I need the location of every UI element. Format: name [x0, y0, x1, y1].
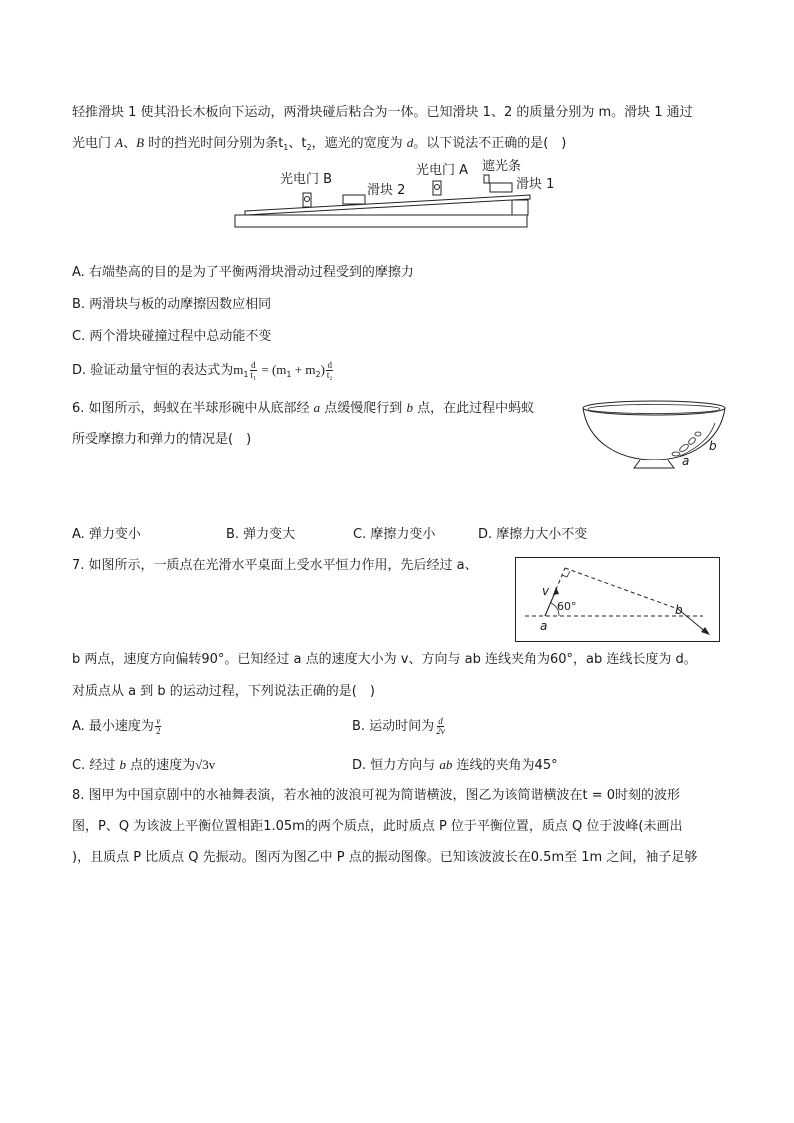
- q5-option-a: A. 右端垫高的目的是为了平衡两滑块滑动过程受到的摩擦力: [72, 265, 414, 280]
- q7-line3: 对质点从 a 到 b 的运动过程，下列说法正确的是( ): [72, 684, 375, 699]
- gate-a-label: 光电门 A: [416, 163, 469, 178]
- point-a-label: a: [682, 454, 690, 468]
- point-a-label: a: [540, 619, 548, 633]
- angle-60-label: 60°: [557, 600, 577, 613]
- q6-line2: 所受摩擦力和弹力的情况是( ): [72, 432, 252, 447]
- velocity-v-label: v: [542, 584, 550, 598]
- q7-option-c: C. 经过 b 点的速度为√3v: [72, 757, 216, 773]
- q6-line1: 6. 如图所示，蚂蚁在半球形碗中从底部经 a 点缓慢爬行到 b 点，在此过程中蚂蚁: [72, 400, 535, 416]
- q5-line1: 轻推滑块 1 使其沿长木板向下运动，两滑块碰后粘合为一体。已知滑块 1、2 的质量分别为 m。滑块 1 通过: [72, 105, 693, 120]
- slider-2-label: 滑块 2: [367, 183, 406, 198]
- q8-line2: 图，P、Q 为该波上平衡位置相距1.05m的两个质点，此时质点 P 位于平衡位置，质点 Q 位于波峰(未画出: [72, 819, 683, 834]
- q6-option-a: A. 弹力变小: [72, 527, 141, 542]
- gate-b-label: 光电门 B: [280, 172, 333, 187]
- q6-option-c: C. 摩擦力变小: [353, 527, 436, 542]
- q7-option-b: B. 运动时间为 $\frac{d}{2v}$: [352, 716, 445, 736]
- q5-option-b: B. 两滑块与板的动摩擦因数应相同: [72, 297, 272, 312]
- q8-line1: 8. 图甲为中国京剧中的水袖舞表演，若水袖的波浪可视为简谐横波，图乙为该简谐横波在t = 0时刻的波形: [72, 788, 681, 803]
- q7-line2: b 两点，速度方向偏转90°。已知经过 a 点的速度大小为 v、方向与 ab 连线夹角为60°，ab 连线长度为 d。: [72, 652, 697, 667]
- q7-line1: 7. 如图所示，一质点在光滑水平桌面上受水平恒力作用，先后经过 a、: [72, 558, 478, 573]
- point-b-label: b: [675, 603, 683, 617]
- point-b-label: b: [709, 439, 717, 453]
- q6-option-d: D. 摩擦力大小不变: [478, 527, 588, 542]
- q7-option-a: A. 最小速度为 $\frac{v}{2}$: [72, 716, 161, 736]
- q6-option-b: B. 弹力变大: [226, 527, 296, 542]
- q8-line3: )，且质点 P 比质点 Q 先振动。图丙为图乙中 P 点的振动图像。已知该波波长在0.5m至 1m 之间，袖子足够: [72, 850, 698, 865]
- q5-option-c: C. 两个滑块碰撞过程中总动能不变: [72, 329, 272, 344]
- shade-strip-label: 遮光条: [482, 159, 522, 174]
- q5-line2: 光电门 A、B 时的挡光时间分别为条$t_1$、$t_2$，遮光的宽度为 d。以下说法不正确的是( ): [72, 135, 567, 152]
- track-figure: [230, 155, 555, 233]
- q5-option-d: D. 验证动量守恒的表达式为$m_1$ $\frac{d}{\text{t₁}}$ = $(m_1 + m_2)$ $\frac{d}{\text{t₂}}$: [72, 360, 333, 380]
- motion-figure: [515, 557, 720, 643]
- slider-1-label: 滑块 1: [516, 177, 555, 192]
- bowl-figure: [580, 398, 730, 476]
- q7-option-d: D. 恒力方向与 ab 连线的夹角为45°: [352, 757, 558, 773]
